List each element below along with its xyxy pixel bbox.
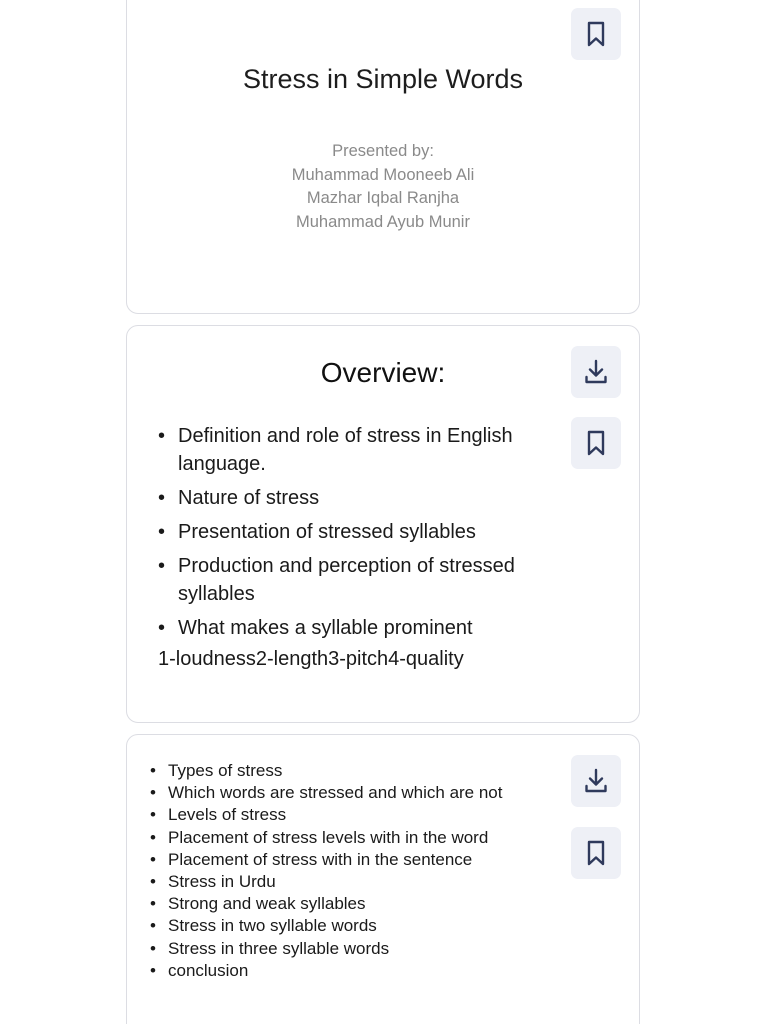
list-item: • Definition and role of stress in English language.	[158, 422, 558, 478]
list-item: • Nature of stress	[158, 484, 558, 512]
list-item: • conclusion	[148, 960, 548, 982]
list-item: • Presentation of stressed syllables	[158, 518, 558, 546]
list-item: • What makes a syllable prominent	[158, 614, 558, 642]
bookmark-icon	[583, 839, 609, 867]
list-item: • Stress in three syllable words	[148, 938, 548, 960]
bookmark-icon	[583, 20, 609, 48]
list-item: • Production and perception of stressed syllables	[158, 552, 558, 608]
bookmark-button[interactable]	[571, 8, 621, 60]
download-icon	[583, 767, 609, 795]
list-item: • Types of stress	[148, 760, 548, 782]
presented-by-label: Presented by:	[332, 142, 434, 160]
slide-title: Overview:	[320, 357, 446, 388]
list-item: • Levels of stress	[148, 804, 548, 826]
presenter-name: Muhammad Mooneeb Ali	[291, 165, 475, 184]
bookmark-button[interactable]	[571, 827, 621, 879]
download-button[interactable]	[571, 755, 621, 807]
bookmark-button[interactable]	[571, 417, 621, 469]
topics-bullet-list	[148, 760, 548, 982]
presenters-block	[126, 140, 640, 234]
presenter-name: Mazhar Iqbal Ranjha	[306, 189, 460, 207]
slide-title: Stress in Simple Words	[242, 64, 524, 94]
presenter-name: Muhammad Ayub Munir	[296, 212, 470, 231]
bookmark-icon	[583, 429, 609, 457]
list-item: • Stress in Urdu	[148, 871, 548, 893]
list-item: • Placement of stress with in the sentence	[148, 849, 548, 871]
list-item: • Placement of stress levels with in the word	[148, 827, 548, 849]
list-item: • Stress in two syllable words	[148, 915, 548, 937]
prominence-factors-line: 1-loudness2-length3-pitch4-quality	[158, 648, 464, 670]
overview-bullet-list	[158, 422, 558, 648]
list-item: • Which words are stressed and which are not	[148, 782, 548, 804]
list-item: • Strong and weak syllables	[148, 893, 548, 915]
